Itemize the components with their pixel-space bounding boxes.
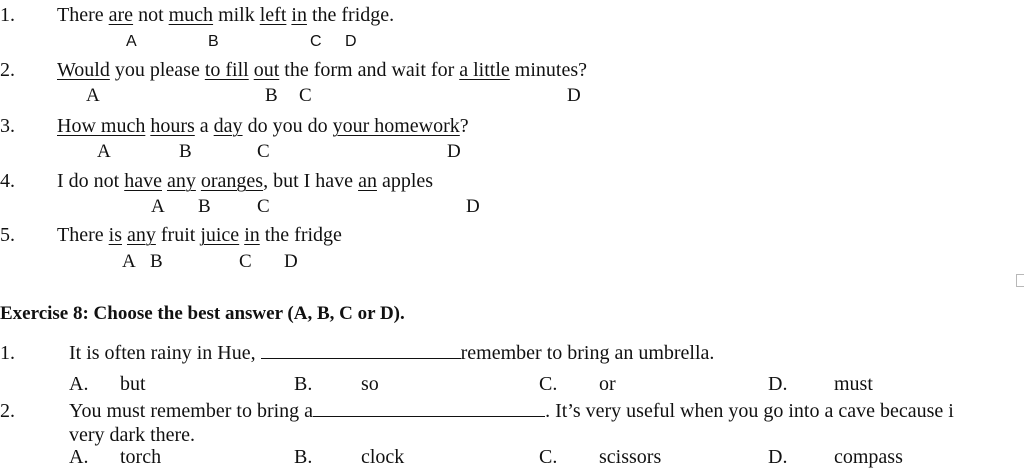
answer-blank xyxy=(313,402,545,417)
option-label-a: A xyxy=(97,141,111,162)
underlined-option-b: any xyxy=(126,224,156,246)
underlined-option-c: oranges xyxy=(200,170,264,192)
option-label-b: B xyxy=(198,196,211,217)
underlined-option-b: hours xyxy=(150,115,195,137)
answer-blank xyxy=(261,344,461,359)
option-label-b: B xyxy=(150,251,163,272)
sentence-text: There xyxy=(57,4,109,26)
option-text-c: scissors xyxy=(599,446,662,468)
sentence-text: you please xyxy=(109,59,205,81)
option-letter-d: D. xyxy=(768,446,788,468)
sentence-text: milk xyxy=(213,4,260,26)
item-number: 1. xyxy=(0,4,15,26)
question-text xyxy=(69,342,714,364)
underlined-option-a: is xyxy=(108,224,122,246)
underlined-option-c: juice xyxy=(200,224,240,246)
item-sentence xyxy=(57,59,587,81)
option-label-c: C xyxy=(310,33,322,50)
sentence-text: fruit xyxy=(155,224,201,246)
underlined-option-d: in xyxy=(291,4,307,26)
underlined-option-c: day xyxy=(213,115,243,137)
item-number: 4. xyxy=(0,170,15,192)
option-label-a: A xyxy=(151,196,165,217)
option-letter-b: B. xyxy=(294,373,313,395)
item-number: 3. xyxy=(0,115,15,137)
option-label-b: B xyxy=(179,141,192,162)
option-label-d: D xyxy=(345,33,357,50)
option-text-c: or xyxy=(599,373,616,395)
option-letter-a: A. xyxy=(69,446,89,468)
option-letter-c: C. xyxy=(539,373,558,395)
option-text-a: but xyxy=(120,373,146,395)
sentence-text: the fridge. xyxy=(306,4,395,26)
underlined-option-d: an xyxy=(358,170,377,192)
option-letter-c: C. xyxy=(539,446,558,468)
option-label-d: D xyxy=(466,196,480,217)
item-sentence xyxy=(57,4,394,26)
option-label-d: D xyxy=(284,251,298,272)
underlined-option-b: much xyxy=(168,4,214,26)
option-text-d: compass xyxy=(834,446,903,468)
option-label-b: B xyxy=(265,85,278,106)
item-sentence xyxy=(57,170,433,192)
sentence-text: apples xyxy=(376,170,434,192)
item-sentence xyxy=(57,224,342,246)
sentence-text: do you do xyxy=(242,115,333,137)
underlined-option-a: How much xyxy=(57,115,146,137)
question-continuation: very dark there. xyxy=(69,424,196,446)
underlined-option-a: are xyxy=(108,4,134,26)
question-stem-end: . It’s very useful when you go into a cave because i xyxy=(545,400,954,422)
sentence-text: ? xyxy=(459,115,469,137)
underlined-option-a: Would xyxy=(57,59,110,81)
item-number: 5. xyxy=(0,224,15,246)
underlined-option-c: out xyxy=(253,59,280,81)
option-text-b: so xyxy=(361,373,379,395)
option-label-a: A xyxy=(126,33,137,50)
item-number: 2. xyxy=(0,59,15,81)
option-label-b: B xyxy=(208,33,219,50)
option-letter-a: A. xyxy=(69,373,89,395)
underlined-option-a: have xyxy=(124,170,162,192)
exercise-heading: Exercise 8: Choose the best answer (A, B, C or D). xyxy=(0,303,405,324)
sentence-text: , but I have xyxy=(263,170,359,192)
question-text xyxy=(69,400,954,422)
question-stem-end: remember to bring an umbrella. xyxy=(460,342,715,364)
question-number: 1. xyxy=(0,342,15,364)
option-label-a: A xyxy=(122,251,136,272)
sentence-text: the form and wait for xyxy=(279,59,460,81)
option-label-d: D xyxy=(447,141,461,162)
underlined-option-b: to fill xyxy=(204,59,249,81)
underlined-option-b: any xyxy=(166,170,196,192)
option-label-c: C xyxy=(239,251,252,272)
item-sentence xyxy=(57,115,469,137)
margin-marker xyxy=(1016,274,1024,287)
option-label-c: C xyxy=(257,141,270,162)
option-label-c: C xyxy=(299,85,312,106)
option-letter-d: D. xyxy=(768,373,788,395)
question-stem: It is often rainy in Hue, xyxy=(69,342,261,364)
option-label-c: C xyxy=(257,196,270,217)
underlined-option-d: your homework xyxy=(332,115,460,137)
underlined-option-d: in xyxy=(244,224,260,246)
option-label-a: A xyxy=(86,85,100,106)
option-letter-b: B. xyxy=(294,446,313,468)
sentence-text: not xyxy=(133,4,169,26)
sentence-text: There xyxy=(57,224,109,246)
sentence-text: I do not xyxy=(57,170,125,192)
option-text-a: torch xyxy=(120,446,162,468)
sentence-text: a xyxy=(194,115,214,137)
option-label-d: D xyxy=(567,85,581,106)
underlined-option-d: a little xyxy=(459,59,510,81)
sentence-text: minutes? xyxy=(509,59,587,81)
option-text-d: must xyxy=(834,373,873,395)
question-number: 2. xyxy=(0,400,15,422)
underlined-option-c: left xyxy=(259,4,287,26)
question-stem: You must remember to bring a xyxy=(69,400,314,422)
option-text-b: clock xyxy=(361,446,405,468)
sentence-text: the fridge xyxy=(259,224,342,246)
